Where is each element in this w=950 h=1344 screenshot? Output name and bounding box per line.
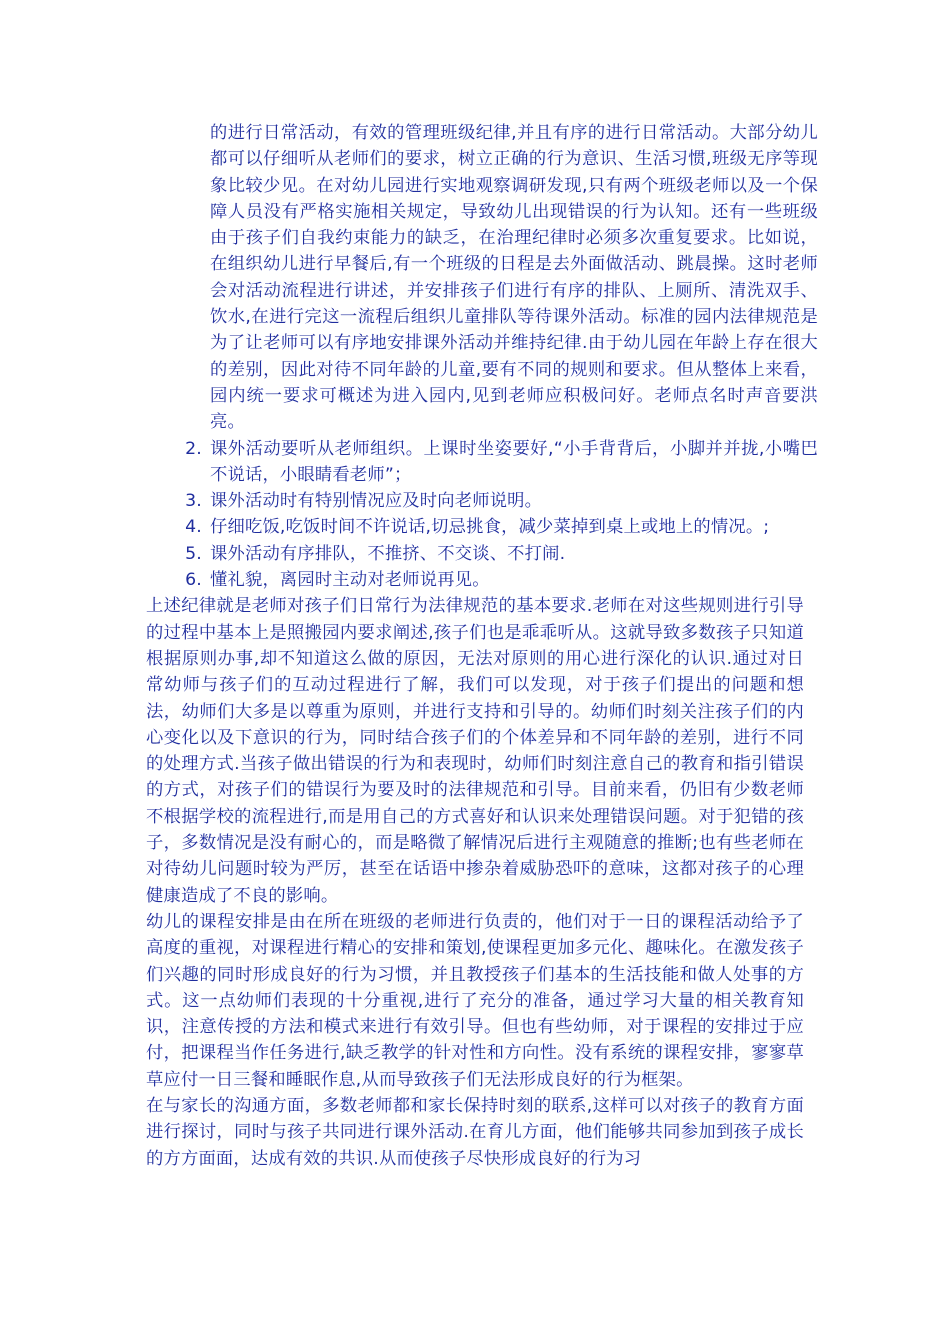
list-number: 6. bbox=[185, 570, 202, 591]
document-body bbox=[0, 120, 950, 1172]
list-intro-paragraph: 的进行日常活动，有效的管理班级纪律,并且有序的进行日常活动。大部分幼儿都可以仔细听从老师们的要求，树立正确的行为意识、生活习惯,班级无序等现象比较少见。在对幼儿园进行实地观察调研发现,只有两个班级老师以及一个保障人员没有严格实施相关规定，导致幼儿出现错误的行为认知。还有一些班级由于孩子们自我约束能力的缺乏，在治理纪律时必须多次重复要求。比如说，在组织幼儿进行早餐后,有一个班级的日程是去外面做活动、跳晨操。这时老师会对活动流程进行讲述，并安排孩子们进行有序的排队、上厕所、清洗双手、饮水,在进行完这一流程后组织儿童排队等待课外活动。标准的园内法律规范是为了让老师可以有序地安排课外活动并维持纪律.由于幼儿园在年龄上存在很大的差别，因此对待不同年龄的儿童,要有不同的规则和要求。但从整体上来看，园内统一要求可概述为进入园内,见到老师应积极问好。老师点名时声音要洪亮。 bbox=[210, 123, 818, 433]
list-item bbox=[185, 488, 818, 514]
rules-list bbox=[0, 436, 950, 594]
list-item-text: 懂礼貌，离园时主动对老师说再见。 bbox=[210, 570, 490, 591]
list-item bbox=[185, 567, 818, 593]
list-number: 3. bbox=[185, 491, 202, 512]
list-item bbox=[185, 436, 818, 489]
body-paragraph: 在与家长的沟通方面，多数老师都和家长保持时刻的联系,这样可以对孩子的教育方面进行探讨，同时与孩子共同进行课外活动.在育儿方面，他们能够共同参加到孩子成长的方方面面，达成有效的共识.从而使孩子尽快形成良好的行为习 bbox=[146, 1095, 804, 1169]
list-item-text: 课外活动要听从老师组织。上课时坐姿要好,“小手背背后，小脚并并拢,小嘴巴不说话，小眼睛看老师”； bbox=[210, 438, 818, 485]
list-number: 2. bbox=[185, 438, 202, 459]
list-item-text: 仔细吃饭,吃饭时间不许说话,切忌挑食，减少菜掉到桌上或地上的情况。; bbox=[210, 517, 770, 538]
body-paragraph: 上述纪律就是老师对孩子们日常行为法律规范的基本要求.老师在对这些规则进行引导的过程中基本上是照搬园内要求阐述,孩子们也是乖乖听从。这就导致多数孩子只知道根据原则办事,却不知道这么做的原因，无法对原则的用心进行深化的认识.通过对日常幼师与孩子们的互动过程进行了解，我们可以发现，对于孩子们提出的问题和想法，幼师们大多是以尊重为原则，并进行支持和引导的。幼师们时刻关注孩子们的内心变化以及下意识的行为，同时结合孩子们的个体差异和不同年龄的差别，进行不同的处理方式.当孩子做出错误的行为和表现时，幼师们时刻注意自己的教育和指引错误的方式，对孩子们的错误行为要及时的法律规范和引导。目前来看，仍旧有少数老师不根据学校的流程进行,而是用自己的方式喜好和认识来处理错误问题。对于犯错的孩子，多数情况是没有耐心的，而是略微了解情况后进行主观随意的推断;也有些老师在对待幼儿问题时较为严厉，甚至在话语中掺杂着威胁恐吓的意味，这都对孩子的心理健康造成了不良的影响。 bbox=[146, 596, 804, 906]
list-item-text: 课外活动时有特别情况应及时向老师说明。 bbox=[210, 491, 543, 512]
list-item bbox=[185, 541, 818, 567]
list-number: 4. bbox=[185, 517, 202, 538]
list-item bbox=[185, 514, 818, 540]
body-paragraph: 幼儿的课程安排是由在所在班级的老师进行负责的，他们对于一日的课程活动给予了高度的重视，对课程进行精心的安排和策划,使课程更加多元化、趣味化。在激发孩子们兴趣的同时形成良好的行为习惯，并且教授孩子们基本的生活技能和做人处事的方式。这一点幼师们表现的十分重视,进行了充分的准备，通过学习大量的相关教育知识，注意传授的方法和模式来进行有效引导。但也有些幼师，对于课程的安排过于应付，把课程当作任务进行,缺乏教学的针对性和方向性。没有系统的课程安排，寥寥草草应付一日三餐和睡眠作息,从而导致孩子们无法形成良好的行为框架。 bbox=[146, 911, 804, 1090]
list-number: 5. bbox=[185, 543, 202, 564]
list-item-text: 课外活动有序排队，不推挤、不交谈、不打闹. bbox=[210, 543, 566, 564]
